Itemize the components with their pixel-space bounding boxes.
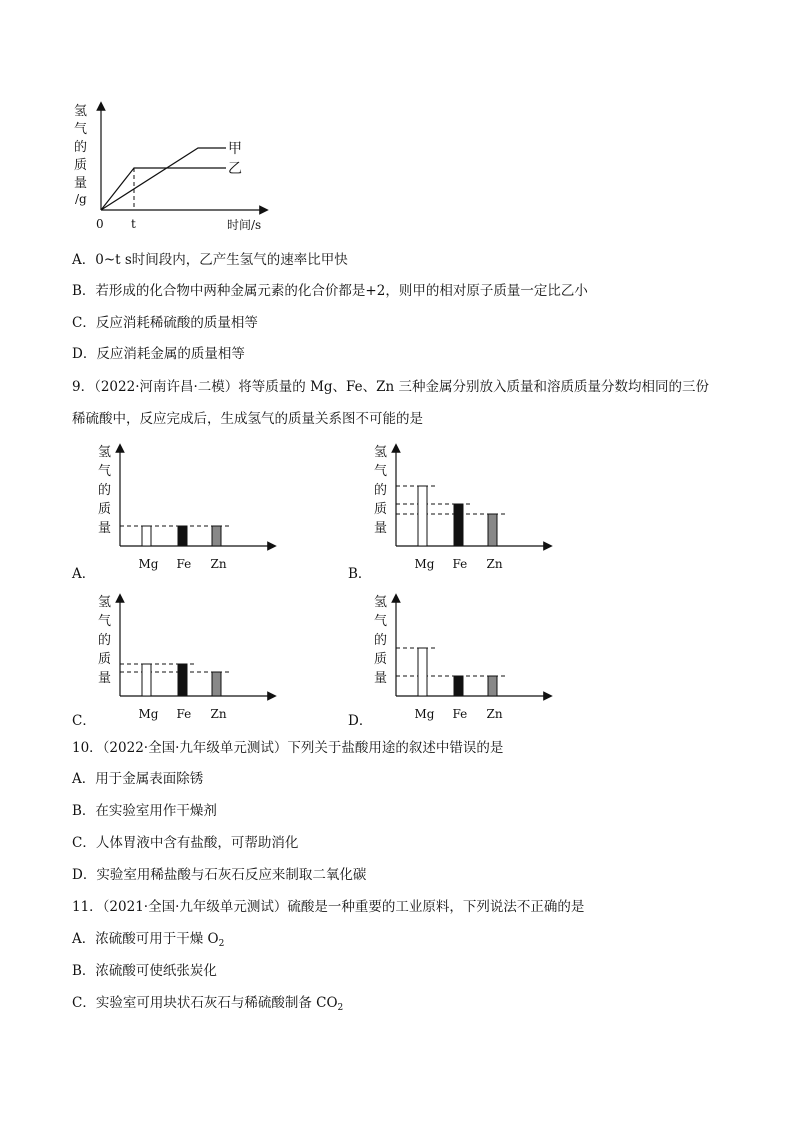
y-label-char: 氢	[374, 595, 388, 610]
bar-chart-a	[92, 440, 282, 579]
y-label-1: 氢	[74, 104, 88, 119]
y-label-char: 量	[374, 521, 388, 536]
q9-stem-line1: 9．（2022·河南许昌·二模）将等质量的 Mg、Fe、Zn 三种金属分别放入质量和溶质质量分数均相同的三份	[72, 379, 710, 395]
y-label-char: 气	[98, 464, 112, 479]
curve-yi	[101, 168, 226, 210]
category-label-fe: Fe	[176, 707, 192, 721]
curve-label-yi: 乙	[228, 161, 242, 177]
y-label-char: 气	[374, 464, 388, 479]
category-label-zn: Zn	[210, 707, 227, 721]
category-label-mg: Mg	[414, 557, 435, 571]
y-label-char: 的	[98, 483, 112, 498]
q11-option-c-text: C．实验室可用块状石灰石与稀硫酸制备 CO	[72, 995, 338, 1011]
bar-chart-c	[92, 590, 282, 729]
y-label-6: /g	[75, 192, 87, 206]
q11-option-c	[72, 994, 343, 1017]
y-label-char: 的	[374, 633, 388, 648]
hydrogen-time-graph	[66, 98, 286, 237]
y-label-char: 的	[98, 633, 112, 648]
y-label-char: 量	[98, 671, 112, 686]
x-axis-label: 时间/s	[227, 218, 262, 232]
category-label-mg: Mg	[414, 707, 435, 721]
q10-option-a: A．用于金属表面除锈	[72, 771, 204, 787]
curve-label-jia: 甲	[228, 141, 242, 157]
t-tick-label: t	[131, 217, 136, 231]
q8-option-d: D．反应消耗金属的质量相等	[72, 346, 245, 362]
q9-option-b-label: B．	[348, 566, 372, 582]
bar-mg	[418, 648, 427, 696]
y-label-char: 量	[98, 521, 112, 536]
q10-stem: 10．（2022·全国·九年级单元测试）下列关于盐酸用途的叙述中错误的是	[72, 740, 504, 756]
y-label-char: 的	[374, 483, 388, 498]
y-label-char: 质	[374, 502, 388, 517]
q8-option-a: A．0~t s时间段内，乙产生氢气的速率比甲快	[72, 252, 348, 268]
bar-zn	[488, 514, 497, 546]
bar-zn	[212, 526, 221, 546]
q8-option-c: C．反应消耗稀硫酸的质量相等	[72, 315, 258, 331]
q10-option-d: D．实验室用稀盐酸与石灰石反应来制取二氧化碳	[72, 867, 367, 883]
y-label-char: 氢	[98, 595, 112, 610]
y-label-3: 的	[74, 140, 88, 155]
q11-option-a-text: A．浓硫酸可用于干燥 O	[72, 931, 219, 947]
category-label-zn: Zn	[486, 557, 503, 571]
y-label-char: 氢	[98, 445, 112, 460]
q11-option-a-subscript: 2	[218, 939, 225, 949]
q9-stem-line2: 稀硫酸中，反应完成后，生成氢气的质量关系图不可能的是	[72, 411, 423, 427]
category-label-mg: Mg	[138, 707, 159, 721]
curve-jia	[101, 148, 226, 210]
y-label-char: 气	[98, 614, 112, 629]
category-label-fe: Fe	[452, 557, 468, 571]
q11-stem: 11．（2021·全国·九年级单元测试）硫酸是一种重要的工业原料，下列说法不正确的是	[72, 899, 585, 915]
bar-mg	[142, 526, 151, 546]
q10-option-c: C．人体胃液中含有盐酸，可帮助消化	[72, 835, 299, 851]
y-label-char: 氢	[374, 445, 388, 460]
q9-option-d-label: D．	[348, 713, 373, 729]
category-label-zn: Zn	[210, 557, 227, 571]
q10-option-b: B．在实验室用作干燥剂	[72, 803, 217, 819]
bar-zn	[212, 672, 221, 696]
y-label-char: 气	[374, 614, 388, 629]
y-label-char: 质	[374, 652, 388, 667]
y-label-2: 气	[74, 122, 88, 137]
q9-option-a-label: A．	[72, 566, 96, 582]
category-label-mg: Mg	[138, 557, 159, 571]
category-label-zn: Zn	[486, 707, 503, 721]
bar-fe	[454, 504, 463, 546]
bar-fe	[454, 676, 463, 696]
q9-option-c-label: C．	[72, 713, 96, 729]
q11-option-c-subscript: 2	[337, 1003, 344, 1013]
bar-fe	[178, 664, 187, 696]
y-label-char: 量	[374, 671, 388, 686]
y-label-4: 质	[74, 158, 88, 173]
bar-mg	[418, 486, 427, 546]
q11-option-a	[72, 930, 224, 953]
bar-chart-d	[368, 590, 558, 729]
q8-option-b: B．若形成的化合物中两种金属元素的化合价都是+2，则甲的相对原子质量一定比乙小	[72, 283, 588, 299]
bar-fe	[178, 526, 187, 546]
y-label-char: 质	[98, 652, 112, 667]
y-label-char: 质	[98, 502, 112, 517]
category-label-fe: Fe	[176, 557, 192, 571]
bar-chart-b	[368, 440, 558, 579]
q11-option-b: B．浓硫酸可使纸张炭化	[72, 963, 217, 979]
origin-label: 0	[96, 217, 104, 231]
category-label-fe: Fe	[452, 707, 468, 721]
y-label-5: 量	[74, 176, 88, 191]
bar-mg	[142, 664, 151, 696]
bar-zn	[488, 676, 497, 696]
